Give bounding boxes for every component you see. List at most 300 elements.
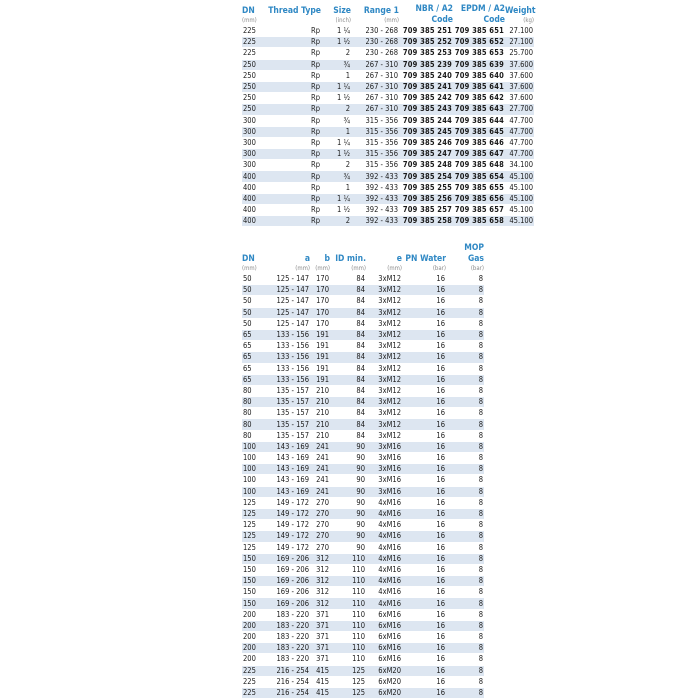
table-cell: 3xM16: [366, 441, 402, 452]
table-cell: 250: [242, 59, 266, 70]
table-cell: 25.700: [505, 48, 534, 59]
table-cell: 27.100: [505, 26, 534, 37]
table-cell: 45.100: [505, 182, 534, 193]
table-header-row: [242, 243, 484, 274]
table-row: [242, 296, 484, 307]
table-row: [242, 520, 484, 531]
table-cell: 8: [446, 430, 484, 441]
table-cell: 709 385 658: [454, 216, 504, 226]
table-cell: 3xM16: [366, 475, 402, 486]
table-cell: 241: [310, 441, 330, 452]
table-cell: 16: [402, 285, 446, 296]
table-cell: 125 - 147: [264, 296, 310, 307]
table-cell: 27.100: [505, 37, 534, 48]
table-cell: 16: [402, 341, 446, 352]
table-cell: 170: [310, 274, 330, 285]
table-cell: 8: [446, 676, 484, 687]
header-thread-type: Thread Type: [268, 6, 321, 16]
table-row: [242, 126, 534, 137]
table-cell: 125 - 147: [264, 307, 310, 318]
table-cell: 241: [310, 475, 330, 486]
table-cell: 1 ¼: [321, 81, 351, 92]
table-row: [242, 587, 484, 598]
table-row: [242, 632, 484, 643]
table-cell: Rp: [266, 104, 321, 115]
table-row: [242, 193, 534, 204]
table-cell: 27.700: [505, 104, 534, 115]
table-cell: 8: [446, 598, 484, 609]
table-cell: 315 - 356: [351, 160, 399, 171]
table-row: [242, 307, 484, 318]
table-cell: Rp: [266, 115, 321, 126]
table-cell: 150: [242, 553, 264, 564]
table-cell: 143 - 169: [264, 453, 310, 464]
table-cell: 90: [330, 441, 366, 452]
table-cell: 149 - 172: [264, 508, 310, 519]
table-row: [242, 104, 534, 115]
table-cell: 170: [310, 285, 330, 296]
table-cell: 4xM16: [366, 508, 402, 519]
table-cell: 80: [242, 408, 264, 419]
table-cell: 100: [242, 464, 264, 475]
table-cell: 84: [330, 296, 366, 307]
table-cell: Rp: [266, 70, 321, 81]
table-cell: ¾: [321, 115, 351, 126]
table-cell: 143 - 169: [264, 441, 310, 452]
table-cell: 216 - 254: [264, 665, 310, 676]
table-cell: 267 - 310: [351, 81, 399, 92]
table-cell: 125: [242, 497, 264, 508]
table-cell: Rp: [266, 59, 321, 70]
table-cell: 133 - 156: [264, 352, 310, 363]
table-cell: 312: [310, 576, 330, 587]
header-nbr-code: NBR / A2 Code: [415, 4, 453, 25]
table-cell: 125: [330, 687, 366, 698]
table-cell: 709 385 258: [399, 216, 453, 227]
table-cell: 3xM16: [366, 464, 402, 475]
table-cell: 90: [330, 464, 366, 475]
table-cell: 3xM12: [366, 385, 402, 396]
table-cell: 84: [330, 397, 366, 408]
table-cell: 225: [242, 687, 264, 698]
table-cell: 90: [330, 531, 366, 542]
table-cell: 250: [242, 104, 266, 115]
table-cell: 110: [330, 553, 366, 564]
table-cell: 84: [330, 419, 366, 430]
table-cell: 16: [402, 676, 446, 687]
table-cell: 8: [446, 285, 484, 296]
table-cell: 200: [242, 654, 264, 665]
table-cell: 150: [242, 576, 264, 587]
table-cell: 709 385 256: [399, 193, 453, 204]
table-cell: 84: [330, 385, 366, 396]
table-cell: 16: [402, 307, 446, 318]
table-cell: 8: [446, 274, 484, 285]
table-cell: 16: [402, 430, 446, 441]
table-cell: 709 385 242: [399, 93, 453, 104]
table-cell: 400: [242, 205, 266, 216]
table-row: [242, 59, 534, 70]
table-row: [242, 160, 534, 171]
table-row: [242, 26, 534, 37]
table-cell: 16: [402, 374, 446, 385]
table-cell: 16: [402, 576, 446, 587]
table-cell: 8: [446, 665, 484, 676]
table-cell: 3xM12: [366, 341, 402, 352]
table-cell: 8: [446, 464, 484, 475]
table-cell: ¾: [321, 171, 351, 182]
table-row: [242, 374, 484, 385]
table-cell: 1 ½: [321, 205, 351, 216]
table-cell: 267 - 310: [351, 104, 399, 115]
table-cell: 149 - 172: [264, 520, 310, 531]
table-cell: 125: [330, 676, 366, 687]
table-cell: 230 - 268: [351, 48, 399, 59]
table-cell: 315 - 356: [351, 149, 399, 160]
table-cell: Rp: [266, 182, 321, 193]
table-row: [242, 341, 484, 352]
table-row: [242, 115, 534, 126]
table-cell: 16: [402, 497, 446, 508]
table-row: [242, 508, 484, 519]
table-cell: 37.600: [505, 70, 534, 81]
table-cell: 225: [242, 676, 264, 687]
table-cell: 3xM12: [366, 307, 402, 318]
table-cell: 16: [402, 598, 446, 609]
table-cell: 210: [310, 397, 330, 408]
header-range: Range 1 (mm): [363, 6, 399, 24]
table-cell: 16: [402, 363, 446, 374]
table-cell: 3xM12: [366, 285, 402, 296]
table-cell: Rp: [266, 160, 321, 171]
table-cell: 16: [402, 542, 446, 553]
table-cell: 84: [330, 329, 366, 340]
table-cell: 1 ¼: [321, 26, 351, 37]
table-cell: 8: [446, 363, 484, 374]
table-cell: Rp: [266, 81, 321, 92]
table-cell: 6xM16: [366, 643, 402, 654]
table-cell: 312: [310, 564, 330, 575]
table-cell: 16: [402, 508, 446, 519]
table-cell: 183 - 220: [264, 643, 310, 654]
table-cell: 133 - 156: [264, 329, 310, 340]
table-cell: 709 385 656: [454, 193, 504, 203]
table-cell: 191: [310, 341, 330, 352]
table-cell: 90: [330, 520, 366, 531]
table-cell: 65: [242, 341, 264, 352]
table-cell: 125: [330, 665, 366, 676]
table-cell: 90: [330, 497, 366, 508]
table-cell: 371: [310, 620, 330, 631]
table-cell: 4xM16: [366, 520, 402, 531]
table-cell: 16: [402, 587, 446, 598]
header-a: a (mm): [295, 254, 310, 272]
table-cell: 16: [402, 464, 446, 475]
table-row: [242, 620, 484, 631]
table-cell: 709 385 240: [399, 70, 453, 81]
table-cell: 110: [330, 587, 366, 598]
table-cell: 709 385 648: [454, 160, 504, 170]
table-cell: 1 ½: [321, 149, 351, 160]
table-cell: 37.600: [505, 59, 534, 70]
table-cell: 709 385 257: [399, 205, 453, 216]
table-cell: Rp: [266, 126, 321, 137]
table-row: [242, 687, 484, 698]
table-cell: 6xM16: [366, 609, 402, 620]
table-cell: 125 - 147: [264, 274, 310, 285]
table-cell: 6xM16: [366, 654, 402, 665]
table-cell: 225: [242, 48, 266, 59]
table-cell: 183 - 220: [264, 609, 310, 620]
table-cell: 133 - 156: [264, 341, 310, 352]
table-cell: 1: [321, 70, 351, 81]
table-row: [242, 497, 484, 508]
table-cell: 8: [446, 643, 484, 654]
table-cell: 110: [330, 643, 366, 654]
table-cell: 6xM20: [366, 665, 402, 676]
table-cell: 2: [321, 216, 351, 227]
product-code-table: [242, 4, 534, 226]
table-cell: 34.100: [505, 160, 534, 171]
table-cell: 37.600: [505, 81, 534, 92]
table-cell: 37.600: [505, 93, 534, 104]
table-cell: 16: [402, 643, 446, 654]
table-cell: 8: [446, 497, 484, 508]
table-cell: 709 385 645: [454, 126, 504, 136]
table-cell: 415: [310, 665, 330, 676]
header-mop-gas: MOP Gas (bar): [464, 243, 484, 272]
table-cell: 392 - 433: [351, 216, 399, 227]
table-cell: 16: [402, 553, 446, 564]
table-cell: Rp: [266, 48, 321, 59]
table-cell: 709 385 655: [454, 182, 504, 192]
table-cell: 16: [402, 419, 446, 430]
table-cell: 3xM12: [366, 430, 402, 441]
table-cell: 16: [402, 632, 446, 643]
table-cell: 47.700: [505, 137, 534, 148]
table-cell: 8: [446, 475, 484, 486]
table-cell: 315 - 356: [351, 126, 399, 137]
table-cell: 3xM12: [366, 408, 402, 419]
table-cell: 8: [446, 374, 484, 385]
header-pn-water: PN Water (bar): [405, 254, 446, 272]
table-cell: 125: [242, 531, 264, 542]
table-cell: 80: [242, 397, 264, 408]
table-cell: 8: [446, 620, 484, 631]
table-row: [242, 81, 534, 92]
table-cell: 84: [330, 363, 366, 374]
table-cell: 270: [310, 508, 330, 519]
table-cell: 169 - 206: [264, 576, 310, 587]
table-cell: 80: [242, 385, 264, 396]
table-cell: 110: [330, 654, 366, 665]
table-cell: 8: [446, 687, 484, 698]
table-cell: 50: [242, 296, 264, 307]
table-cell: Rp: [266, 193, 321, 204]
table-cell: 709 385 643: [454, 104, 504, 114]
table-cell: 267 - 310: [351, 70, 399, 81]
table-cell: 216 - 254: [264, 676, 310, 687]
table-cell: 709 385 247: [399, 149, 453, 160]
table-cell: 65: [242, 329, 264, 340]
table-row: [242, 643, 484, 654]
table-cell: 3xM12: [366, 329, 402, 340]
table-cell: 191: [310, 329, 330, 340]
table-cell: 210: [310, 430, 330, 441]
table-cell: 90: [330, 475, 366, 486]
table-cell: 270: [310, 497, 330, 508]
table-row: [242, 352, 484, 363]
table-cell: 6xM20: [366, 687, 402, 698]
table-cell: 4xM16: [366, 587, 402, 598]
table-cell: 270: [310, 531, 330, 542]
table-cell: 183 - 220: [264, 620, 310, 631]
table-cell: 709 385 654: [454, 171, 504, 181]
table-cell: 65: [242, 363, 264, 374]
table-cell: 84: [330, 408, 366, 419]
table-cell: Rp: [266, 216, 321, 227]
table-cell: 150: [242, 587, 264, 598]
table-row: [242, 553, 484, 564]
table-cell: 8: [446, 397, 484, 408]
table-cell: 100: [242, 453, 264, 464]
table-cell: 709 385 252: [399, 37, 453, 48]
table-cell: 191: [310, 363, 330, 374]
dimensions-table: [242, 243, 484, 698]
table-cell: 149 - 172: [264, 542, 310, 553]
table-cell: 45.100: [505, 171, 534, 182]
table-cell: 241: [310, 453, 330, 464]
table-cell: 709 385 255: [399, 182, 453, 193]
table-cell: 16: [402, 441, 446, 452]
table-cell: 90: [330, 486, 366, 497]
table-row: [242, 486, 484, 497]
table-cell: 4xM16: [366, 598, 402, 609]
table-cell: 169 - 206: [264, 598, 310, 609]
table-cell: 371: [310, 643, 330, 654]
table-cell: 8: [446, 531, 484, 542]
table-cell: 3xM12: [366, 419, 402, 430]
table-cell: 3xM12: [366, 363, 402, 374]
table-cell: 267 - 310: [351, 93, 399, 104]
table-row: [242, 385, 484, 396]
table-cell: 241: [310, 464, 330, 475]
table-cell: 16: [402, 531, 446, 542]
table-cell: 225: [242, 37, 266, 48]
table-cell: 65: [242, 352, 264, 363]
table-cell: ¾: [321, 59, 351, 70]
table-cell: 8: [446, 542, 484, 553]
table-cell: 125: [242, 520, 264, 531]
table-cell: 8: [446, 632, 484, 643]
table-cell: 110: [330, 609, 366, 620]
table-cell: 183 - 220: [264, 654, 310, 665]
table-cell: 8: [446, 587, 484, 598]
table-cell: 709 385 248: [399, 160, 453, 171]
table-cell: 110: [330, 564, 366, 575]
table-cell: 371: [310, 609, 330, 620]
table-cell: 230 - 268: [351, 37, 399, 48]
table-cell: 312: [310, 598, 330, 609]
table-row: [242, 441, 484, 452]
table-cell: Rp: [266, 137, 321, 148]
table-row: [242, 285, 484, 296]
table-row: [242, 397, 484, 408]
table-cell: 45.100: [505, 216, 534, 227]
table-cell: 8: [446, 553, 484, 564]
table-cell: 250: [242, 81, 266, 92]
table-cell: 300: [242, 149, 266, 160]
table-cell: 8: [446, 296, 484, 307]
table-cell: 47.700: [505, 149, 534, 160]
table-cell: 16: [402, 453, 446, 464]
table-cell: 47.700: [505, 115, 534, 126]
table-cell: 392 - 433: [351, 171, 399, 182]
table-cell: 709 385 243: [399, 104, 453, 115]
table-cell: 135 - 157: [264, 419, 310, 430]
table-cell: 8: [446, 654, 484, 665]
header-epdm-code: EPDM / A2 Code: [460, 4, 505, 25]
table-cell: 415: [310, 676, 330, 687]
table-cell: Rp: [266, 37, 321, 48]
table-cell: 210: [310, 419, 330, 430]
table-cell: 110: [330, 632, 366, 643]
table-cell: 84: [330, 318, 366, 329]
table-row: [242, 542, 484, 553]
table-cell: 709 385 657: [454, 205, 504, 215]
table-cell: 267 - 310: [351, 59, 399, 70]
table-row: [242, 70, 534, 81]
table-cell: 16: [402, 475, 446, 486]
table-row: [242, 564, 484, 575]
table-cell: 8: [446, 564, 484, 575]
table-cell: 315 - 356: [351, 115, 399, 126]
table-cell: 300: [242, 115, 266, 126]
table-cell: 241: [310, 486, 330, 497]
table-cell: 50: [242, 274, 264, 285]
table-cell: 16: [402, 520, 446, 531]
table-cell: 4xM16: [366, 497, 402, 508]
table-cell: 8: [446, 352, 484, 363]
table-cell: Rp: [266, 205, 321, 216]
table-cell: 16: [402, 687, 446, 698]
table-cell: 1: [321, 182, 351, 193]
table-header-row: [242, 4, 534, 26]
table-row: [242, 205, 534, 216]
header-weight: Weight (kg): [505, 6, 536, 24]
table-cell: 16: [402, 609, 446, 620]
table-cell: 300: [242, 126, 266, 137]
table-row: [242, 182, 534, 193]
table-row: [242, 576, 484, 587]
table-cell: 4xM16: [366, 553, 402, 564]
table-row: [242, 137, 534, 148]
table-cell: 16: [402, 329, 446, 340]
header-size: Size (inch): [333, 6, 351, 24]
table-cell: 16: [402, 408, 446, 419]
table-cell: 3xM12: [366, 274, 402, 285]
table-cell: 135 - 157: [264, 385, 310, 396]
table-cell: 150: [242, 598, 264, 609]
table-cell: 709 385 241: [399, 81, 453, 92]
table-cell: 2: [321, 104, 351, 115]
table-cell: 709 385 646: [454, 137, 504, 147]
table-cell: 3xM16: [366, 453, 402, 464]
table-cell: 709 385 253: [399, 48, 453, 59]
table-cell: 4xM16: [366, 576, 402, 587]
table-cell: 84: [330, 374, 366, 385]
table-cell: 84: [330, 341, 366, 352]
